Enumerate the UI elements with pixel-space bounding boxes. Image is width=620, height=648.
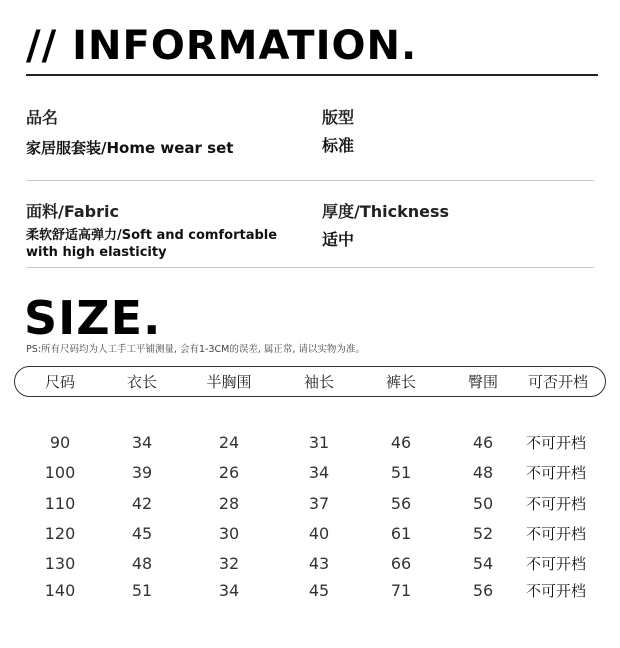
cell-sleeve: 31 (308, 433, 330, 452)
header-pants-length: 裤长 (385, 373, 416, 391)
cell-length: 34 (131, 433, 153, 452)
cell-length: 39 (131, 463, 153, 482)
name-value: 家居服套装/Home wear set (26, 139, 234, 157)
cell-half-chest: 34 (218, 581, 240, 600)
cell-sleeve: 40 (308, 524, 330, 543)
header-length: 衣长 (126, 373, 157, 391)
cell-hip: 48 (472, 463, 494, 482)
cell-length: 48 (131, 554, 153, 573)
cell-half-chest: 32 (218, 554, 240, 573)
fabric-value: 柔软舒适高弹力/Soft and comfortable with high elasticity (26, 228, 278, 260)
fabric-label: 面料/Fabric (26, 202, 119, 221)
cell-hip: 52 (472, 524, 494, 543)
cell-size: 140 (44, 581, 76, 600)
thickness-value: 适中 (322, 230, 355, 249)
cell-length: 45 (131, 524, 153, 543)
size-heading: SIZE. (24, 291, 162, 345)
header-sleeve: 袖长 (303, 373, 334, 391)
cell-pants-length: 56 (390, 494, 412, 513)
info-divider-2 (26, 267, 594, 268)
header-crotch-open: 可否开档 (527, 373, 588, 391)
info-divider-1 (26, 180, 594, 181)
cell-crotch-open: 不可开档 (526, 464, 587, 482)
cell-half-chest: 30 (218, 524, 240, 543)
cell-pants-length: 71 (390, 581, 412, 600)
cell-size: 90 (49, 433, 71, 452)
heading-divider (26, 74, 598, 76)
cell-half-chest: 24 (218, 433, 240, 452)
cell-crotch-open: 不可开档 (526, 495, 587, 513)
header-hip: 臀围 (467, 373, 498, 391)
cell-pants-length: 46 (390, 433, 412, 452)
cell-length: 42 (131, 494, 153, 513)
cell-pants-length: 61 (390, 524, 412, 543)
name-label: 品名 (26, 108, 59, 127)
cell-size: 130 (44, 554, 76, 573)
cell-size: 120 (44, 524, 76, 543)
cell-hip: 56 (472, 581, 494, 600)
cell-pants-length: 51 (390, 463, 412, 482)
cell-sleeve: 37 (308, 494, 330, 513)
cell-size: 110 (44, 494, 76, 513)
cell-half-chest: 28 (218, 494, 240, 513)
cell-hip: 46 (472, 433, 494, 452)
header-half-chest: 半胸围 (206, 373, 252, 391)
cell-sleeve: 34 (308, 463, 330, 482)
cell-length: 51 (131, 581, 153, 600)
fit-value: 标准 (322, 136, 355, 155)
cell-sleeve: 45 (308, 581, 330, 600)
cell-sleeve: 43 (308, 554, 330, 573)
header-size: 尺码 (44, 373, 75, 391)
information-heading: // INFORMATION. (26, 23, 418, 69)
cell-pants-length: 66 (390, 554, 412, 573)
cell-size: 100 (44, 463, 76, 482)
cell-hip: 50 (472, 494, 494, 513)
thickness-label: 厚度/Thickness (322, 202, 450, 221)
cell-hip: 54 (472, 554, 494, 573)
fit-label: 版型 (322, 108, 355, 127)
cell-crotch-open: 不可开档 (526, 525, 587, 543)
cell-crotch-open: 不可开档 (526, 434, 587, 452)
cell-crotch-open: 不可开档 (526, 582, 587, 600)
cell-half-chest: 26 (218, 463, 240, 482)
measurement-note: PS:所有尺码均为人工手工平铺测量, 会有1-3CM的误差, 属正常, 请以实物为准。 (26, 344, 365, 355)
cell-crotch-open: 不可开档 (526, 555, 587, 573)
